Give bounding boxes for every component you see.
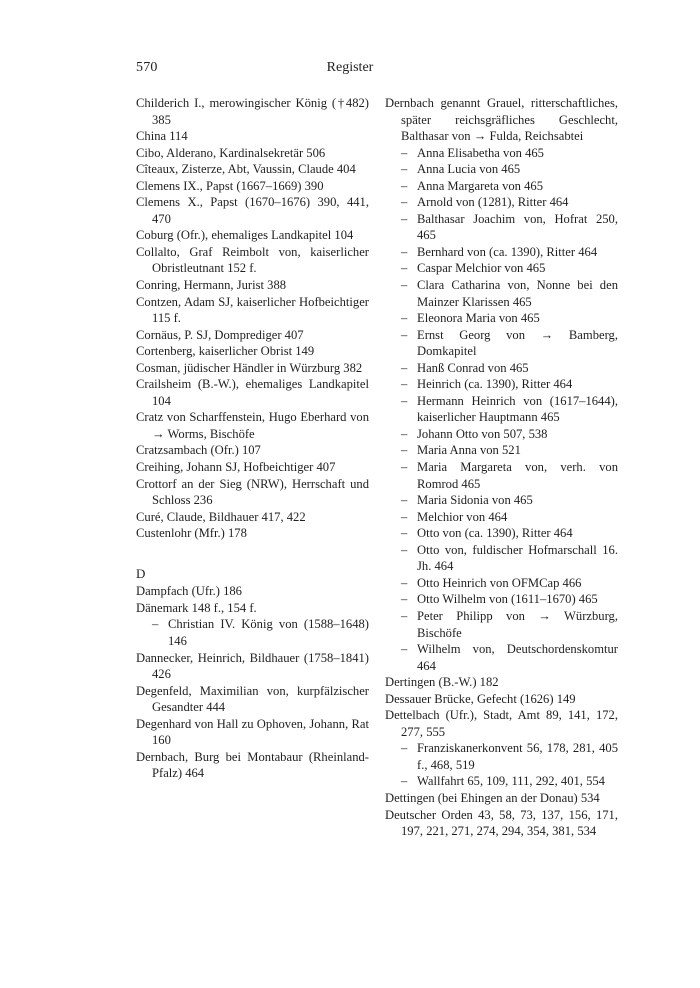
index-entry <box>136 360 369 377</box>
entry-text: Franziskanerkonvent 56, 178, 281, 405 f., 468, 519 <box>417 741 618 772</box>
index-subentry <box>385 426 618 443</box>
index-subentry <box>385 376 618 393</box>
index-subentry <box>385 492 618 509</box>
index-entry <box>385 707 618 740</box>
subentry-dash: – <box>401 575 408 590</box>
index-subentry <box>385 211 618 244</box>
subentry-dash: – <box>401 311 408 326</box>
entry-text: Otto Heinrich von OFMCap 466 <box>417 575 582 590</box>
entry-text: Clemens IX., Papst (1667–1669) 390 <box>136 178 324 193</box>
index-subentry <box>385 194 618 211</box>
index-entry <box>136 145 369 162</box>
entry-text: Dettelbach (Ufr.), Stadt, Amt 89, 141, 172, 277, 555 <box>385 708 618 739</box>
index-entry <box>136 600 369 617</box>
entry-text: Cornäus, P. SJ, Domprediger 407 <box>136 327 304 342</box>
entry-text: Peter Philipp von → Würzburg, Bischöfe <box>417 608 618 640</box>
index-subentry <box>385 591 618 608</box>
index-column-left <box>136 95 369 782</box>
entry-text: Degenhard von Hall zu Ophoven, Johann, Rat 160 <box>136 716 369 748</box>
index-subentry <box>136 616 369 649</box>
entry-text: Eleonora Maria von 465 <box>417 311 540 326</box>
subentry-dash: – <box>401 493 408 508</box>
entry-text: Anna Margareta von 465 <box>417 178 544 193</box>
index-entry <box>385 790 618 807</box>
index-entry <box>136 583 369 600</box>
entry-text: Cibo, Alderano, Kardinalsekretär 506 <box>136 145 326 160</box>
entry-text: Balthasar Joachim von, Hofrat 250, 465 <box>417 211 618 243</box>
subentry-dash: – <box>401 393 408 408</box>
entry-text: Heinrich (ca. 1390), Ritter 464 <box>417 377 573 392</box>
entry-text: Otto Wilhelm von (1611–1670) 465 <box>417 592 598 607</box>
index-entry <box>136 244 369 277</box>
subentry-dash: – <box>401 360 408 375</box>
subentry-dash: – <box>401 211 408 226</box>
index-subentry <box>385 442 618 459</box>
index-subentry <box>385 277 618 310</box>
subentry-dash: – <box>401 642 408 657</box>
index-entry <box>136 194 369 227</box>
index-entry <box>136 178 369 195</box>
subentry-dash: – <box>401 178 408 193</box>
subentry-dash: – <box>401 460 408 475</box>
subentry-dash: – <box>401 443 408 458</box>
entry-text: Cîteaux, Zisterze, Abt, Vaussin, Claude 404 <box>136 162 356 177</box>
subentry-dash: – <box>401 592 408 607</box>
section-letter: D <box>136 565 146 581</box>
index-entry <box>385 95 618 145</box>
index-subentry <box>385 393 618 426</box>
entry-text: Maria Anna von 521 <box>417 443 521 458</box>
entry-text: Anna Lucia von 465 <box>417 162 521 177</box>
entry-text: Dänemark 148 f., 154 f. <box>136 600 257 615</box>
page-number: 570 <box>136 60 158 75</box>
subentry-dash: – <box>401 377 408 392</box>
entry-text: Clara Catharina von, Nonne bei den Mainzer Klarissen 465 <box>417 278 618 309</box>
entry-text: Otto von, fuldischer Hofmarschall 16. Jh. 464 <box>417 542 618 574</box>
entry-text: Cortenberg, kaiserlicher Obrist 149 <box>136 344 315 359</box>
index-entry <box>385 691 618 708</box>
index-entry <box>385 807 618 840</box>
entry-text: Wilhelm von, Deutschordenskomtur 464 <box>417 642 618 673</box>
index-subentry <box>385 327 618 360</box>
index-subentry <box>385 608 618 641</box>
index-entry <box>136 459 369 476</box>
entry-text: Caspar Melchior von 465 <box>417 261 546 276</box>
index-entry <box>136 650 369 683</box>
entry-text: Curé, Claude, Bildhauer 417, 422 <box>136 509 306 524</box>
entry-text: Crailsheim (B.-W.), ehemaliges Landkapitel 104 <box>136 377 369 408</box>
entry-text: Deutscher Orden 43, 58, 73, 137, 156, 171, 197, 221, 271, 274, 294, 354, 381, 534 <box>385 807 618 839</box>
entry-text: Maria Margareta von, verh. von Romrod 465 <box>417 460 618 491</box>
entry-text: Dettingen (bei Ehingen an der Donau) 534 <box>385 790 600 805</box>
entry-text: Wallfahrt 65, 109, 111, 292, 401, 554 <box>417 774 605 789</box>
entry-text: Dernbach, Burg bei Montabaur (Rheinland-Pfalz) 464 <box>136 749 369 781</box>
entry-text: Coburg (Ofr.), ehemaliges Landkapitel 104 <box>136 228 354 243</box>
index-entry <box>136 683 369 716</box>
entry-text: Arnold von (1281), Ritter 464 <box>417 195 569 210</box>
subentry-dash: – <box>401 741 408 756</box>
entry-text: Cratz von Scharffenstein, Hugo Eberhard von → Worms, Bischöfe <box>136 410 369 441</box>
index-entry <box>136 442 369 459</box>
entry-text: Christian IV. König von (1588–1648) 146 <box>168 617 369 648</box>
subentry-dash: – <box>401 327 408 342</box>
index-entry <box>136 327 369 344</box>
index-entry <box>136 343 369 360</box>
subentry-dash: – <box>401 261 408 276</box>
subentry-dash: – <box>401 278 408 293</box>
index-subentry <box>385 310 618 327</box>
index-subentry <box>385 260 618 277</box>
subentry-dash: – <box>401 774 408 789</box>
subentry-dash: – <box>152 617 159 632</box>
entry-text: Creihing, Johann SJ, Hofbeichtiger 407 <box>136 460 336 475</box>
subentry-dash: – <box>401 509 408 524</box>
subentry-dash: – <box>401 195 408 210</box>
entry-text: Cosman, jüdischer Händler in Würzburg 382 <box>136 360 363 375</box>
index-entry <box>136 476 369 509</box>
entry-text: Custenlohr (Mfr.) 178 <box>136 526 247 541</box>
entry-text: Hanß Conrad von 465 <box>417 360 529 375</box>
index-entry <box>136 227 369 244</box>
entry-text: Dessauer Brücke, Gefecht (1626) 149 <box>385 691 576 706</box>
subentry-dash: – <box>401 542 408 557</box>
index-subentry <box>385 641 618 674</box>
index-entry <box>136 716 369 749</box>
entry-text: Contzen, Adam SJ, kaiserlicher Hofbeichtiger 115 f. <box>136 294 369 326</box>
index-entry <box>136 509 369 526</box>
index-subentry <box>385 145 618 162</box>
subentry-dash: – <box>401 244 408 259</box>
entry-text: Crottorf an der Sieg (NRW), Herrschaft und Schloss 236 <box>136 476 369 508</box>
index-entry <box>136 409 369 442</box>
subentry-dash: – <box>401 145 408 160</box>
entry-text: Clemens X., Papst (1670–1676) 390, 441, 470 <box>136 195 369 226</box>
index-entry <box>136 161 369 178</box>
index-subentry <box>385 509 618 526</box>
entry-text: China 114 <box>136 129 188 144</box>
entry-text: Childerich I., merowingischer König (†482) 385 <box>136 96 369 127</box>
index-entry <box>136 277 369 294</box>
running-title: Register <box>326 60 374 75</box>
entry-text: Collalto, Graf Reimbolt von, kaiserlicher Obristleutnant 152 f. <box>136 244 369 276</box>
entry-text: Cratzsambach (Ofr.) 107 <box>136 443 261 458</box>
page-header <box>0 60 700 82</box>
subentry-dash: – <box>401 426 408 441</box>
index-subentry <box>385 542 618 575</box>
index-entry <box>136 749 369 782</box>
index-subentry <box>385 525 618 542</box>
index-subentry <box>385 575 618 592</box>
entry-text: Dernbach genannt Grauel, ritterschaftliches, später reichsgräfliches Geschlecht, Balthasar von → Fulda, Reichsabtei <box>385 96 618 144</box>
index-entry <box>136 525 369 542</box>
entry-text: Maria Sidonia von 465 <box>417 493 533 508</box>
entry-text: Degenfeld, Maximilian von, kurpfälzischer Gesandter 444 <box>136 683 369 715</box>
index-entry <box>385 674 618 691</box>
index-subentry <box>385 360 618 377</box>
entry-text: Dampfach (Ufr.) 186 <box>136 584 242 599</box>
entry-text: Dertingen (B.-W.) 182 <box>385 675 499 690</box>
entry-text: Bernhard von (ca. 1390), Ritter 464 <box>417 244 598 259</box>
entry-text: Johann Otto von 507, 538 <box>417 426 548 441</box>
subentry-dash: – <box>401 608 408 623</box>
entry-text: Dannecker, Heinrich, Bildhauer (1758–1841) 426 <box>136 650 369 682</box>
entry-text: Melchior von 464 <box>417 509 508 524</box>
index-subentry <box>385 740 618 773</box>
index-subentry <box>385 178 618 195</box>
entry-text: Hermann Heinrich von (1617–1644), kaiserlicher Hauptmann 465 <box>417 393 618 425</box>
index-subentry <box>385 244 618 261</box>
index-entry <box>136 95 369 128</box>
entry-text: Otto von (ca. 1390), Ritter 464 <box>417 526 573 541</box>
index-entry <box>136 294 369 327</box>
index-entry <box>136 376 369 409</box>
index-entry <box>136 128 369 145</box>
index-subentry <box>385 773 618 790</box>
entry-text: Ernst Georg von → Bamberg, Domkapitel <box>417 327 618 359</box>
entry-text: Anna Elisabetha von 465 <box>417 145 544 160</box>
index-subentry <box>385 161 618 178</box>
index-column-right <box>385 95 618 840</box>
index-subentry <box>385 459 618 492</box>
subentry-dash: – <box>401 526 408 541</box>
subentry-dash: – <box>401 162 408 177</box>
entry-text: Conring, Hermann, Jurist 388 <box>136 278 287 293</box>
